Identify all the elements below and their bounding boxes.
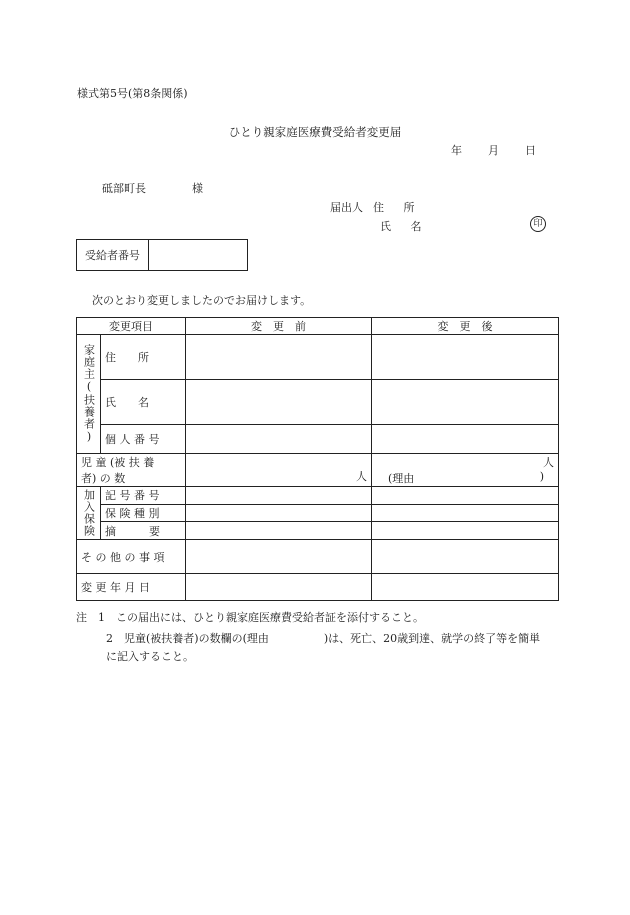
reason-label: (理由 — [388, 472, 415, 485]
recipient-number-box — [76, 239, 248, 271]
children-label-line1: 児 童 (被 扶 養 — [81, 456, 155, 469]
page-title: ひとり親家庭医療費受給者変更届 — [228, 125, 402, 139]
name-after[interactable] — [372, 380, 559, 425]
insurance-type-after[interactable] — [372, 504, 559, 522]
reason-close: ) — [539, 470, 544, 483]
name-before[interactable] — [186, 380, 372, 425]
table-row — [77, 540, 559, 574]
table-row — [77, 487, 559, 505]
table-row — [77, 425, 559, 454]
people-unit-after: 人 — [543, 456, 554, 469]
symbol-number-before[interactable] — [186, 487, 372, 505]
change-table — [76, 317, 559, 601]
table-row — [77, 522, 559, 540]
other-matters-label: そ の 他 の 事 項 — [77, 540, 186, 574]
header-after: 変 更 後 — [372, 318, 559, 335]
header-before: 変 更 前 — [186, 318, 372, 335]
addressee — [102, 180, 203, 196]
children-count-after[interactable] — [372, 454, 559, 487]
name-label: 氏 名 — [101, 380, 186, 425]
summary-before[interactable] — [186, 522, 372, 540]
table-row — [77, 335, 559, 380]
children-label-line2: 者) の 数 — [81, 472, 126, 485]
date-day: 日 — [525, 144, 536, 157]
insurance-type-label: 保 険 種 別 — [101, 504, 186, 522]
seal-icon: 印 — [530, 216, 546, 232]
table-header-row — [77, 318, 559, 335]
personal-number-label: 個 人 番 号 — [101, 425, 186, 454]
note-line-1: 注 1 この届出には、ひとり親家庭医療費受給者証を添付すること。 — [76, 611, 424, 624]
table-row — [77, 454, 559, 487]
intro-text: 次のとおり変更しましたのでお届けします。 — [92, 294, 312, 307]
insurance-type-before[interactable] — [186, 504, 372, 522]
reporter-address-row — [330, 199, 423, 215]
insurance-label: 加入保険 — [77, 487, 101, 540]
people-unit-before: 人 — [356, 470, 367, 483]
address-before[interactable] — [186, 335, 372, 380]
reporter-address-label: 住 所 — [373, 201, 423, 214]
children-count-before[interactable] — [186, 454, 372, 487]
reporter-label: 届出人 — [330, 201, 363, 214]
personal-number-after[interactable] — [372, 425, 559, 454]
date-year: 年 — [451, 144, 462, 157]
note-line-2: 2 児童(被扶養者)の数欄の(理由 )は、死亡、20歳到達、就学の終了等を簡単 — [106, 632, 541, 645]
date-month: 月 — [488, 144, 499, 157]
summary-after[interactable] — [372, 522, 559, 540]
household-head-label: 家庭主(扶養者) — [77, 335, 101, 454]
addressee-name: 砥部町長 — [102, 182, 146, 195]
other-matters-after[interactable] — [372, 540, 559, 574]
reporter-name-label: 氏 名 — [380, 220, 430, 233]
address-label: 住 所 — [101, 335, 186, 380]
symbol-number-after[interactable] — [372, 487, 559, 505]
table-row — [77, 380, 559, 425]
reason-row — [376, 470, 554, 486]
children-count-label — [77, 454, 186, 487]
table-row — [77, 574, 559, 601]
symbol-number-label: 記 号 番 号 — [101, 487, 186, 505]
change-date-label: 変 更 年 月 日 — [77, 574, 186, 601]
change-date-before[interactable] — [186, 574, 372, 601]
header-item: 変更項目 — [77, 318, 186, 335]
summary-label: 摘 要 — [101, 522, 186, 540]
table-row — [77, 504, 559, 522]
other-matters-before[interactable] — [186, 540, 372, 574]
recipient-number-label: 受給者番号 — [77, 240, 149, 270]
form-number: 様式第5号(第8条関係) — [77, 87, 188, 100]
addressee-honorific: 様 — [192, 182, 203, 195]
recipient-number-field[interactable] — [149, 240, 247, 270]
change-date-after[interactable] — [372, 574, 559, 601]
date-line — [451, 142, 536, 158]
note-line-3: に記入すること。 — [106, 650, 194, 663]
personal-number-before[interactable] — [186, 425, 372, 454]
address-after[interactable] — [372, 335, 559, 380]
